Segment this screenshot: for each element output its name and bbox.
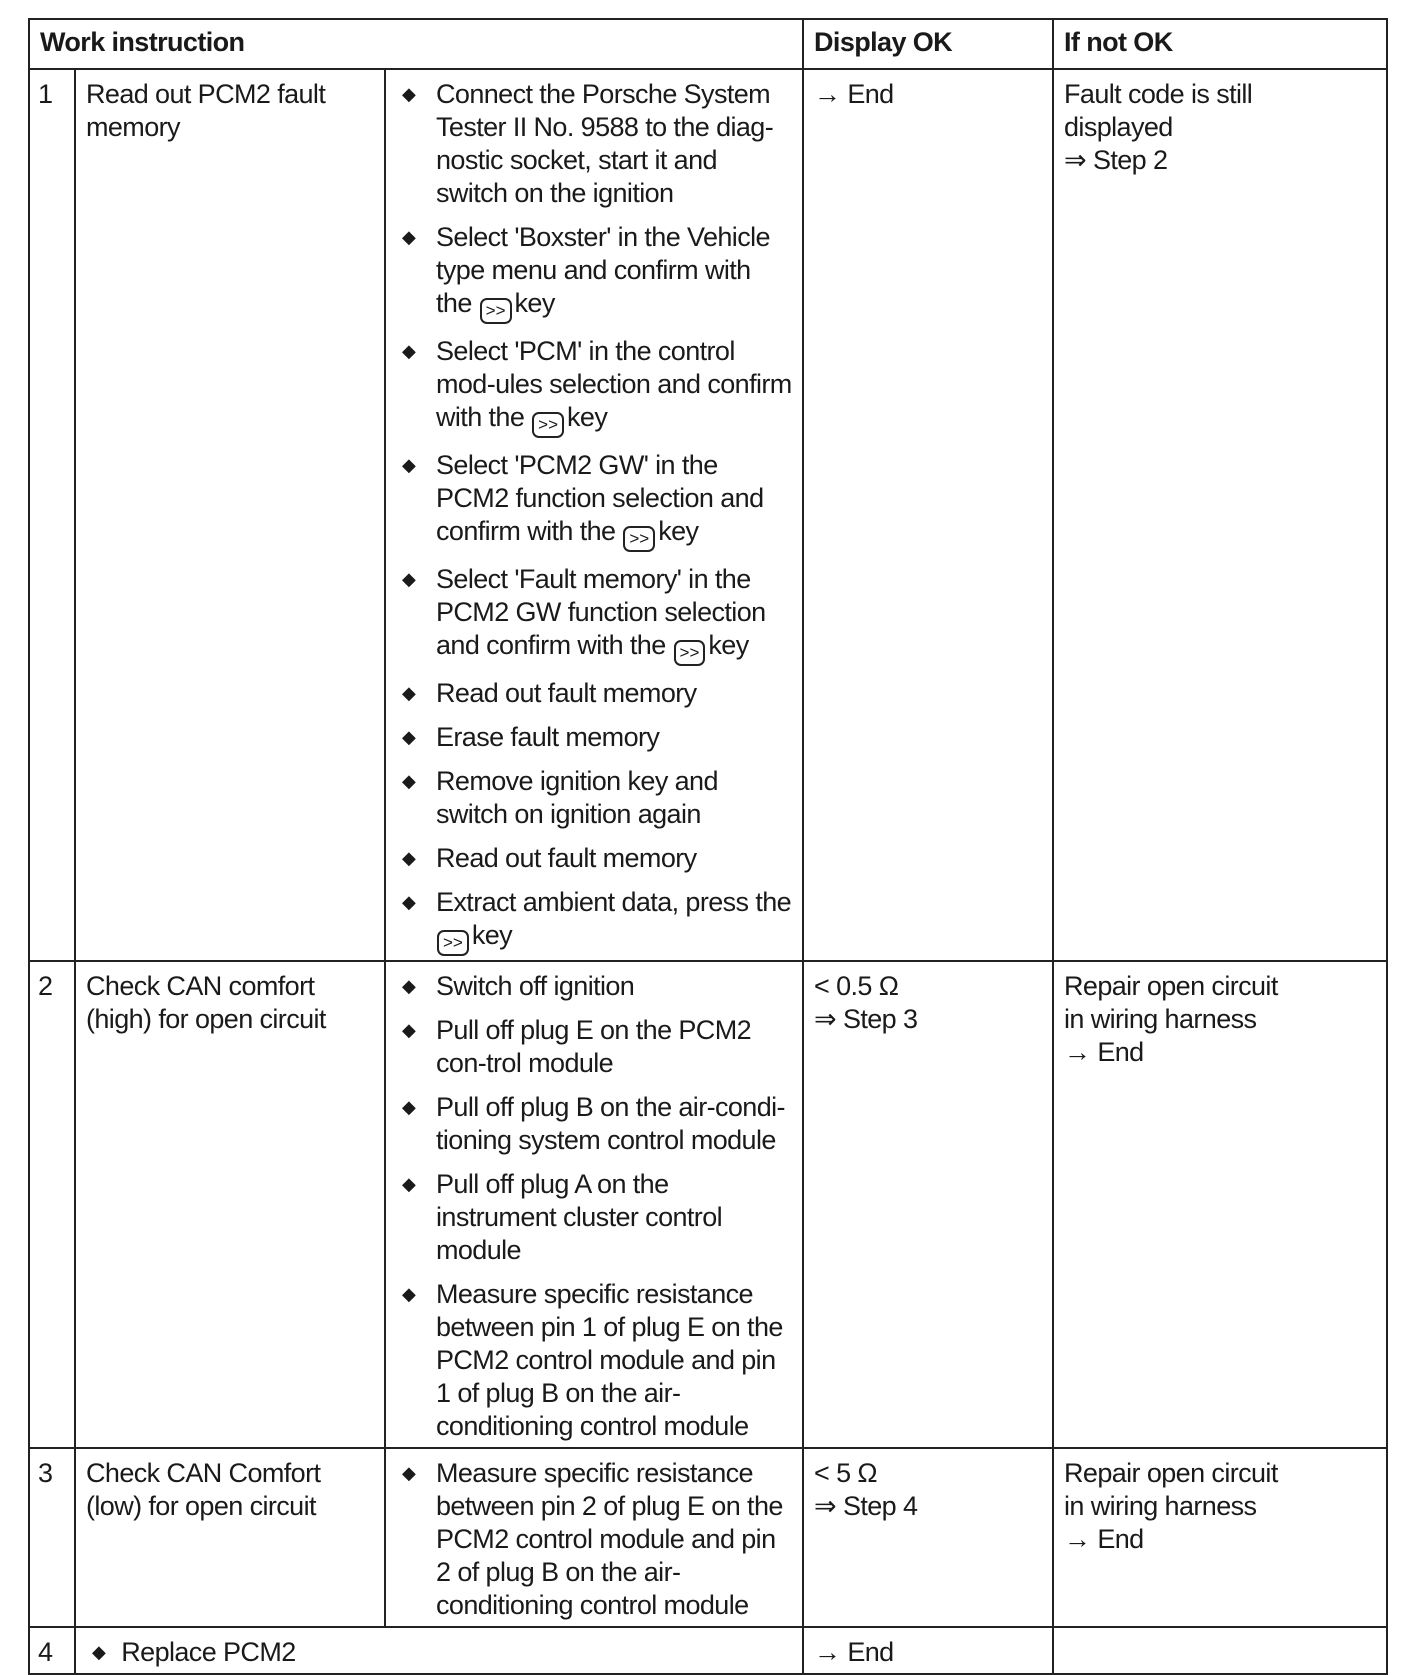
step-item	[396, 563, 792, 666]
display-ok-cell	[803, 961, 1053, 1448]
step-item	[396, 721, 792, 754]
step-list	[396, 970, 792, 1443]
display-ok-cell: → End	[803, 1627, 1053, 1674]
if-not-ok-cell-line: displayed	[1064, 112, 1173, 142]
display-ok-cell	[803, 69, 1053, 961]
if-not-ok-cell-line: ⇒ Step 2	[1064, 145, 1168, 175]
instruction-steps	[385, 1448, 803, 1627]
step-text: Measure specific resistance between pin 1 of plug E on the PCM2 control module and pin 1 of plug B on the air-conditioning control module	[436, 1279, 783, 1441]
step-number: 3	[29, 1448, 75, 1627]
step-text: Pull off plug B on the air-condi-tioning system control module	[436, 1092, 785, 1155]
bullet-icon: ◆	[402, 227, 416, 247]
if-not-ok-cell-line: → End	[1064, 1037, 1144, 1067]
if-not-ok-cell-line: → End	[1064, 1524, 1144, 1554]
step-item	[396, 1014, 792, 1080]
forward-key-icon: >>	[437, 930, 469, 956]
work-instruction-table	[28, 18, 1388, 1675]
if-not-ok-cell-line: Repair open circuit	[1064, 971, 1278, 1001]
step-item	[396, 765, 792, 831]
step-text-suffix: key	[708, 630, 749, 660]
forward-key-icon: >>	[623, 526, 655, 552]
table-row-3	[29, 1448, 1387, 1627]
bullet-icon: ◆	[402, 569, 416, 589]
header-row	[29, 19, 1387, 69]
step-text: Extract ambient data, press the	[436, 887, 792, 917]
bullet-icon: ◆	[402, 892, 416, 912]
display-ok-cell	[803, 1448, 1053, 1627]
step-item	[396, 221, 792, 324]
step-text: Read out fault memory	[436, 843, 697, 873]
step-text: Connect the Porsche System Tester II No. 9588 to the diag-nostic socket, start it and switch on the ignition	[436, 79, 774, 208]
if-not-ok-cell-line: Repair open circuit	[1064, 1458, 1278, 1488]
step-text-suffix: key	[471, 920, 513, 950]
bullet-icon: ◆	[402, 84, 416, 104]
if-not-ok-cell	[1053, 1448, 1387, 1627]
step-item	[396, 1168, 792, 1267]
step-text: Select 'Fault memory' in the PCM2 GW function selection and confirm with the	[436, 564, 766, 660]
step-item	[396, 886, 792, 956]
forward-key-icon: >>	[480, 298, 512, 324]
step-text-suffix: key	[514, 288, 555, 318]
bullet-icon: ◆	[402, 848, 416, 868]
step-text: Erase fault memory	[436, 722, 660, 752]
step-text: Replace PCM2	[121, 1637, 296, 1667]
step-text: Switch off ignition	[436, 971, 635, 1001]
instruction-steps	[385, 961, 803, 1448]
forward-key-icon: >>	[532, 412, 564, 438]
table-row-4	[29, 1627, 1387, 1674]
step-text-suffix: key	[658, 516, 699, 546]
if-not-ok-cell	[1053, 961, 1387, 1448]
bullet-icon: ◆	[402, 1284, 416, 1304]
instruction-steps	[385, 69, 803, 961]
forward-key-icon: >>	[674, 640, 706, 666]
step-text: Select 'Boxster' in the Vehicle type menu and confirm with the	[436, 222, 770, 318]
step-item	[396, 970, 792, 1003]
task-description: Check CAN comfort (high) for open circuit	[75, 961, 385, 1448]
step-text: Pull off plug E on the PCM2 con-trol module	[436, 1015, 751, 1078]
step-number: 1	[29, 69, 75, 961]
step-instruction	[75, 1627, 803, 1674]
task-description: Read out PCM2 fault memory	[75, 69, 385, 961]
bullet-icon: ◆	[402, 683, 416, 703]
display-ok-cell-line: < 5 Ω	[814, 1458, 877, 1488]
display-ok-cell-line: ⇒ Step 4	[814, 1491, 918, 1521]
if-not-ok-cell-line: Fault code is still	[1064, 79, 1253, 109]
display-ok-cell-line: → End	[814, 79, 894, 109]
step-item	[396, 1091, 792, 1157]
bullet-icon: ◆	[402, 1174, 416, 1194]
if-not-ok-cell	[1053, 69, 1387, 961]
step-list	[396, 1457, 792, 1622]
step-text: Pull off plug A on the instrument cluster control module	[436, 1169, 723, 1265]
if-not-ok-cell	[1053, 1627, 1387, 1674]
bullet-icon: ◆	[402, 1097, 416, 1117]
bullet-icon: ◆	[402, 1463, 416, 1483]
bullet-icon: ◆	[92, 1642, 106, 1662]
display-ok-cell-line: ⇒ Step 3	[814, 1004, 918, 1034]
step-text: Select 'PCM2 GW' in the PCM2 function selection and confirm with the	[436, 450, 764, 546]
header-work-instruction: Work instruction	[29, 19, 803, 69]
step-item	[396, 677, 792, 710]
header-display-ok: Display OK	[803, 19, 1053, 69]
if-not-ok-cell-line: in wiring harness	[1064, 1491, 1257, 1521]
bullet-icon: ◆	[402, 727, 416, 747]
step-list	[396, 78, 792, 956]
step-text-suffix: key	[567, 402, 608, 432]
bullet-icon: ◆	[402, 1020, 416, 1040]
step-item	[396, 78, 792, 210]
bullet-icon: ◆	[402, 341, 416, 361]
step-item	[396, 842, 792, 875]
task-description: Check CAN Comfort (low) for open circuit	[75, 1448, 385, 1627]
step-number: 2	[29, 961, 75, 1448]
bullet-icon: ◆	[402, 771, 416, 791]
step-item	[396, 1457, 792, 1622]
step-item	[396, 449, 792, 552]
table-row-1	[29, 69, 1387, 961]
table-row-2	[29, 961, 1387, 1448]
step-item	[396, 1278, 792, 1443]
step-text: Measure specific resistance between pin 2 of plug E on the PCM2 control module and pin 2 of plug B on the air-conditioning control module	[436, 1458, 783, 1620]
step-text: Remove ignition key and switch on ignition again	[436, 766, 718, 829]
header-if-not-ok: If not OK	[1053, 19, 1387, 69]
step-text: Select 'PCM' in the control mod-ules selection and confirm with the	[436, 336, 792, 432]
step-item	[396, 335, 792, 438]
step-text: Read out fault memory	[436, 678, 697, 708]
if-not-ok-cell-line: in wiring harness	[1064, 1004, 1257, 1034]
bullet-icon: ◆	[402, 455, 416, 475]
bullet-icon: ◆	[402, 976, 416, 996]
step-number: 4	[29, 1627, 75, 1674]
display-ok-cell-line: < 0.5 Ω	[814, 971, 899, 1001]
